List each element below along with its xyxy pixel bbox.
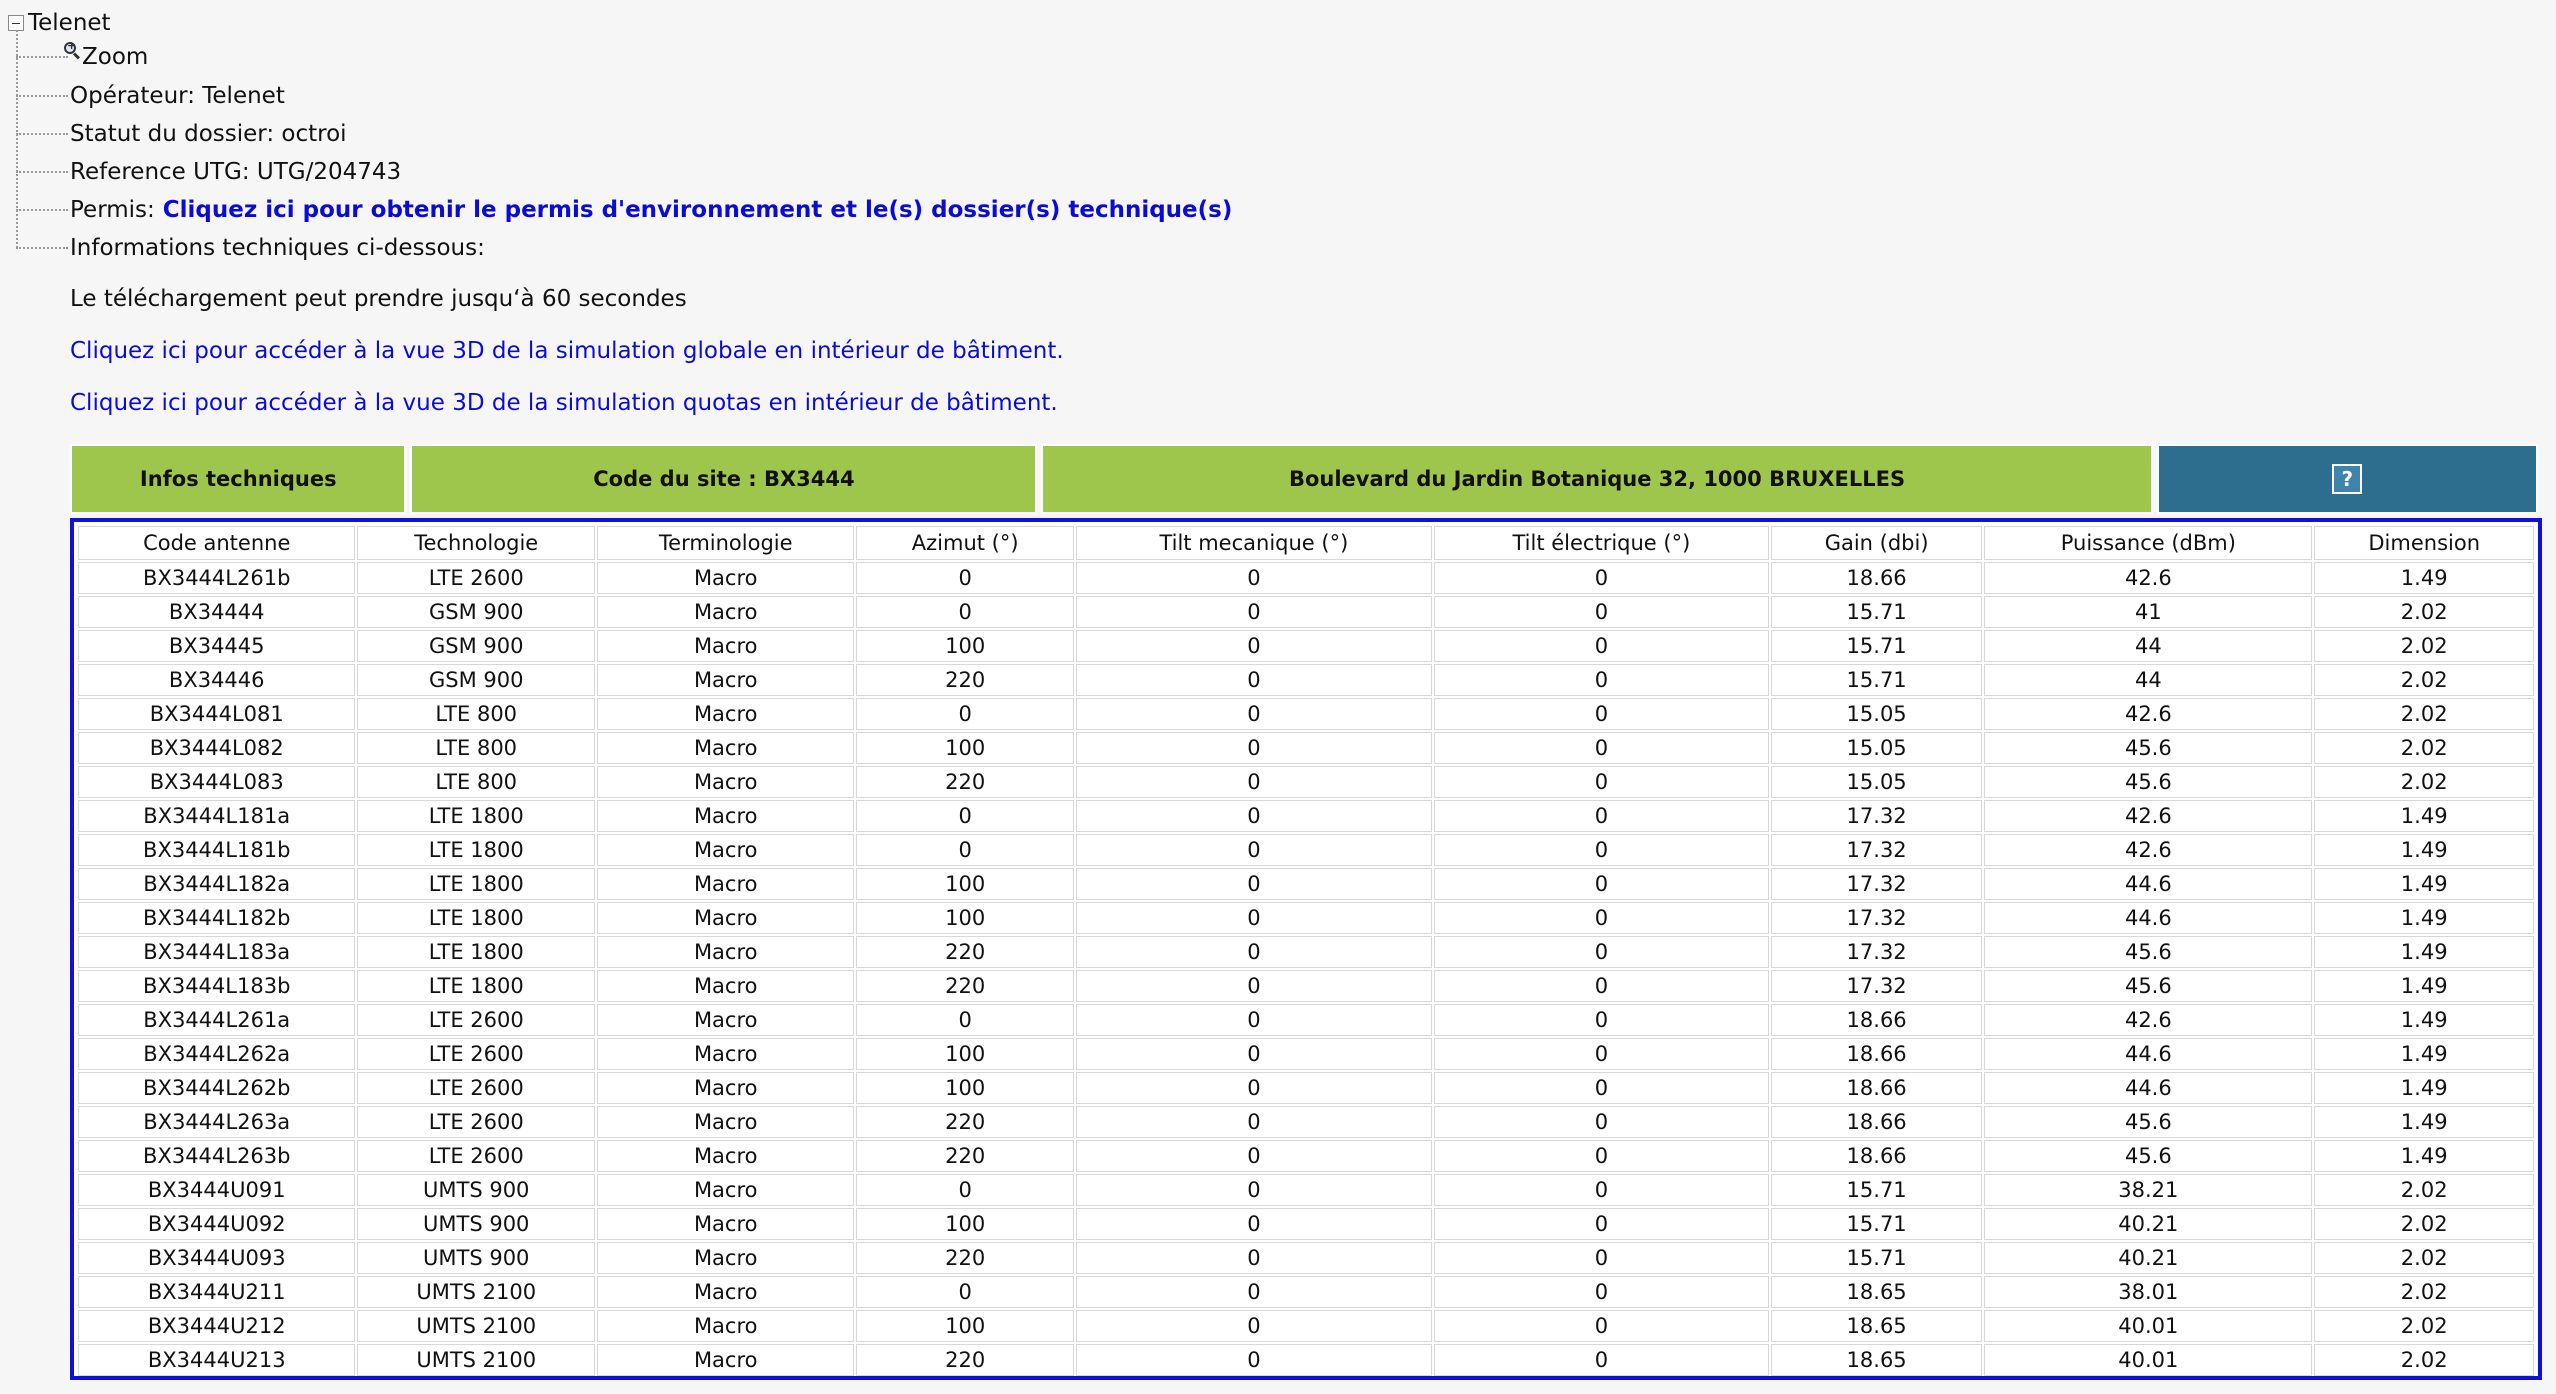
- table-row: [78, 1208, 2534, 1240]
- table-cell: LTE 2600: [357, 1140, 595, 1172]
- table-cell: 17.32: [1771, 970, 1982, 1002]
- table-cell: 44.6: [1984, 868, 2312, 900]
- tree-item-reference: [16, 155, 401, 189]
- table-cell: 0: [1076, 970, 1432, 1002]
- tree-item-permis: [16, 193, 1232, 227]
- table-cell: BX3444U213: [78, 1344, 355, 1376]
- table-cell: GSM 900: [357, 630, 595, 662]
- table-cell: 44: [1984, 630, 2312, 662]
- table-cell: 0: [1434, 970, 1769, 1002]
- table-cell: BX3444L083: [78, 766, 355, 798]
- header-address: Boulevard du Jardin Botanique 32, 1000 BRUXELLES: [1041, 444, 2152, 514]
- table-cell: LTE 1800: [357, 902, 595, 934]
- table-cell: Macro: [597, 1174, 854, 1206]
- table-cell: LTE 1800: [357, 868, 595, 900]
- table-cell: 2.02: [2314, 1276, 2534, 1308]
- table-cell: LTE 2600: [357, 562, 595, 594]
- zoom-icon[interactable]: +: [64, 42, 82, 60]
- column-header: Tilt mecanique (°): [1076, 526, 1432, 560]
- table-cell: Macro: [597, 834, 854, 866]
- table-cell: 220: [856, 766, 1073, 798]
- tree-item-infos: [16, 231, 485, 265]
- table-cell: 0: [1076, 834, 1432, 866]
- table-cell: 0: [1434, 630, 1769, 662]
- table-cell: LTE 1800: [357, 800, 595, 832]
- table-cell: 100: [856, 1072, 1073, 1104]
- antenna-table: [76, 524, 2536, 1378]
- table-cell: LTE 2600: [357, 1038, 595, 1070]
- table-cell: 0: [1076, 1038, 1432, 1070]
- table-cell: 18.66: [1771, 562, 1982, 594]
- table-cell: GSM 900: [357, 596, 595, 628]
- table-cell: 18.66: [1771, 1038, 1982, 1070]
- table-cell: 0: [856, 834, 1073, 866]
- table-cell: 220: [856, 1242, 1073, 1274]
- tree-item-statut: [16, 117, 347, 151]
- table-cell: BX3444U092: [78, 1208, 355, 1240]
- table-cell: 0: [1434, 800, 1769, 832]
- table-cell: 18.65: [1771, 1344, 1982, 1376]
- table-cell: 2.02: [2314, 1310, 2534, 1342]
- table-cell: UMTS 2100: [357, 1276, 595, 1308]
- column-header: Code antenne: [78, 526, 355, 560]
- table-cell: 45.6: [1984, 1106, 2312, 1138]
- table-cell: 100: [856, 902, 1073, 934]
- table-cell: Macro: [597, 1038, 854, 1070]
- column-header: Azimut (°): [856, 526, 1073, 560]
- table-cell: 0: [856, 698, 1073, 730]
- table-row: [78, 902, 2534, 934]
- table-cell: 0: [1076, 1174, 1432, 1206]
- table-cell: UMTS 2100: [357, 1344, 595, 1376]
- table-cell: 17.32: [1771, 834, 1982, 866]
- table-cell: 0: [1076, 800, 1432, 832]
- table-cell: 220: [856, 970, 1073, 1002]
- collapse-icon[interactable]: [8, 15, 24, 31]
- table-cell: 18.66: [1771, 1004, 1982, 1036]
- table-cell: BX34444: [78, 596, 355, 628]
- table-cell: 100: [856, 1208, 1073, 1240]
- tree-item-operateur: [16, 79, 285, 113]
- reference-text: Reference UTG: UTG/204743: [70, 159, 402, 185]
- table-row: [78, 698, 2534, 730]
- table-cell: Macro: [597, 1310, 854, 1342]
- table-cell: 100: [856, 1310, 1073, 1342]
- table-cell: BX3444L263a: [78, 1106, 355, 1138]
- table-cell: 0: [1434, 1140, 1769, 1172]
- table-cell: Macro: [597, 1004, 854, 1036]
- table-row: [78, 1140, 2534, 1172]
- table-cell: 0: [856, 596, 1073, 628]
- table-cell: 15.05: [1771, 766, 1982, 798]
- header-code-site: Code du site : BX3444: [410, 444, 1037, 514]
- table-cell: 0: [1076, 732, 1432, 764]
- table-cell: 220: [856, 1344, 1073, 1376]
- table-cell: 15.71: [1771, 1174, 1982, 1206]
- table-cell: 38.21: [1984, 1174, 2312, 1206]
- table-cell: 0: [1434, 936, 1769, 968]
- table-cell: BX3444L082: [78, 732, 355, 764]
- table-cell: BX3444L182a: [78, 868, 355, 900]
- table-cell: Macro: [597, 1242, 854, 1274]
- table-cell: 0: [1076, 1310, 1432, 1342]
- table-cell: 2.02: [2314, 1344, 2534, 1376]
- table-cell: Macro: [597, 562, 854, 594]
- table-cell: LTE 800: [357, 732, 595, 764]
- table-cell: 15.05: [1771, 698, 1982, 730]
- table-cell: LTE 2600: [357, 1072, 595, 1104]
- table-row: [78, 1004, 2534, 1036]
- table-cell: Macro: [597, 800, 854, 832]
- table-cell: 40.21: [1984, 1242, 2312, 1274]
- table-cell: 40.01: [1984, 1344, 2312, 1376]
- table-cell: 40.01: [1984, 1310, 2312, 1342]
- table-row: [78, 800, 2534, 832]
- table-cell: BX3444L181a: [78, 800, 355, 832]
- table-cell: 0: [1434, 1242, 1769, 1274]
- table-cell: Macro: [597, 596, 854, 628]
- table-cell: Macro: [597, 970, 854, 1002]
- tree-item-zoom[interactable]: [16, 40, 148, 74]
- table-cell: 1.49: [2314, 1038, 2534, 1070]
- table-cell: 1.49: [2314, 1004, 2534, 1036]
- table-cell: 1.49: [2314, 970, 2534, 1002]
- table-cell: 42.6: [1984, 562, 2312, 594]
- table-cell: UMTS 900: [357, 1174, 595, 1206]
- table-row: [78, 1072, 2534, 1104]
- table-row: [78, 834, 2534, 866]
- table-cell: LTE 800: [357, 698, 595, 730]
- table-row: [78, 732, 2534, 764]
- table-cell: BX34445: [78, 630, 355, 662]
- table-row: [78, 630, 2534, 662]
- column-header: Terminologie: [597, 526, 854, 560]
- infos-text: Informations techniques ci-dessous:: [70, 235, 485, 261]
- table-cell: Macro: [597, 664, 854, 696]
- table-cell: 2.02: [2314, 766, 2534, 798]
- table-cell: 45.6: [1984, 970, 2312, 1002]
- table-cell: 2.02: [2314, 664, 2534, 696]
- table-cell: UMTS 900: [357, 1242, 595, 1274]
- table-cell: 220: [856, 1140, 1073, 1172]
- column-header: Tilt électrique (°): [1434, 526, 1769, 560]
- table-cell: 100: [856, 732, 1073, 764]
- table-cell: LTE 1800: [357, 834, 595, 866]
- table-cell: 0: [1434, 732, 1769, 764]
- header-help-cell: [2157, 444, 2538, 514]
- link-3d-global[interactable]: Cliquez ici pour accéder à la vue 3D de la simulation globale en intérieur de bâtiment.: [70, 338, 1064, 364]
- table-cell: 15.71: [1771, 1242, 1982, 1274]
- column-header: Puissance (dBm): [1984, 526, 2312, 560]
- antenna-table-container: [70, 518, 2542, 1380]
- table-row: [78, 1242, 2534, 1274]
- table-cell: 45.6: [1984, 766, 2312, 798]
- table-cell: 0: [1434, 1038, 1769, 1070]
- table-cell: 1.49: [2314, 834, 2534, 866]
- table-cell: Macro: [597, 1344, 854, 1376]
- table-cell: Macro: [597, 902, 854, 934]
- table-row: [78, 936, 2534, 968]
- table-cell: 0: [1434, 596, 1769, 628]
- table-cell: 0: [1434, 1276, 1769, 1308]
- table-cell: 0: [1434, 766, 1769, 798]
- table-cell: 0: [1434, 1208, 1769, 1240]
- table-row: [78, 1310, 2534, 1342]
- table-cell: 0: [856, 800, 1073, 832]
- table-cell: 1.49: [2314, 1140, 2534, 1172]
- table-cell: UMTS 2100: [357, 1310, 595, 1342]
- table-cell: 0: [856, 1276, 1073, 1308]
- table-cell: 0: [1076, 596, 1432, 628]
- table-cell: 0: [1076, 1106, 1432, 1138]
- table-cell: 1.49: [2314, 1072, 2534, 1104]
- table-cell: 17.32: [1771, 800, 1982, 832]
- table-cell: BX3444L081: [78, 698, 355, 730]
- table-row: [78, 1344, 2534, 1376]
- zoom-label[interactable]: Zoom: [82, 44, 149, 70]
- table-cell: 15.71: [1771, 630, 1982, 662]
- table-cell: 0: [1434, 1004, 1769, 1036]
- table-cell: BX3444L181b: [78, 834, 355, 866]
- table-cell: LTE 800: [357, 766, 595, 798]
- site-header: [70, 444, 2538, 514]
- table-cell: BX3444L262a: [78, 1038, 355, 1070]
- table-cell: 100: [856, 630, 1073, 662]
- permis-label: Permis:: [70, 197, 155, 223]
- table-cell: BX3444U093: [78, 1242, 355, 1274]
- table-body: [78, 562, 2534, 1376]
- table-cell: 0: [1076, 902, 1432, 934]
- table-cell: 0: [1076, 936, 1432, 968]
- table-cell: LTE 1800: [357, 936, 595, 968]
- operateur-text: Opérateur: Telenet: [70, 83, 285, 109]
- table-row: [78, 1106, 2534, 1138]
- table-header-row: [78, 526, 2534, 560]
- table-cell: 220: [856, 664, 1073, 696]
- table-cell: 42.6: [1984, 834, 2312, 866]
- table-cell: 2.02: [2314, 1208, 2534, 1240]
- table-cell: 0: [1434, 1344, 1769, 1376]
- table-cell: 0: [1076, 562, 1432, 594]
- table-cell: 45.6: [1984, 1140, 2312, 1172]
- table-cell: 0: [856, 562, 1073, 594]
- table-cell: 44.6: [1984, 1038, 2312, 1070]
- table-cell: BX3444L261a: [78, 1004, 355, 1036]
- header-infos-techniques: Infos techniques: [70, 444, 406, 514]
- table-cell: 1.49: [2314, 1106, 2534, 1138]
- table-cell: 0: [1434, 834, 1769, 866]
- table-cell: 0: [1076, 664, 1432, 696]
- table-cell: 0: [1434, 1310, 1769, 1342]
- table-cell: 17.32: [1771, 868, 1982, 900]
- tree-root: [8, 8, 111, 38]
- table-cell: LTE 2600: [357, 1106, 595, 1138]
- table-cell: 0: [1076, 1072, 1432, 1104]
- table-cell: 0: [856, 1004, 1073, 1036]
- table-cell: 15.71: [1771, 1208, 1982, 1240]
- table-cell: 0: [1076, 1140, 1432, 1172]
- table-cell: 0: [1076, 1242, 1432, 1274]
- table-cell: BX3444U211: [78, 1276, 355, 1308]
- table-cell: BX3444U212: [78, 1310, 355, 1342]
- table-cell: Macro: [597, 732, 854, 764]
- table-cell: 2.02: [2314, 1242, 2534, 1274]
- table-cell: 44.6: [1984, 902, 2312, 934]
- table-row: [78, 868, 2534, 900]
- table-cell: 0: [856, 1174, 1073, 1206]
- table-cell: 2.02: [2314, 1174, 2534, 1206]
- table-cell: Macro: [597, 936, 854, 968]
- table-cell: BX3444L182b: [78, 902, 355, 934]
- column-header: Gain (dbi): [1771, 526, 1982, 560]
- table-cell: 0: [1076, 698, 1432, 730]
- table-cell: BX3444L263b: [78, 1140, 355, 1172]
- table-cell: 0: [1434, 698, 1769, 730]
- table-cell: 2.02: [2314, 732, 2534, 764]
- table-cell: 40.21: [1984, 1208, 2312, 1240]
- table-cell: BX3444U091: [78, 1174, 355, 1206]
- table-cell: BX34446: [78, 664, 355, 696]
- table-cell: 1.49: [2314, 800, 2534, 832]
- statut-text: Statut du dossier: octroi: [70, 121, 347, 147]
- table-cell: 18.65: [1771, 1276, 1982, 1308]
- table-cell: 1.49: [2314, 936, 2534, 968]
- table-cell: 1.49: [2314, 868, 2534, 900]
- table-cell: LTE 1800: [357, 970, 595, 1002]
- link-3d-quotas[interactable]: Cliquez ici pour accéder à la vue 3D de la simulation quotas en intérieur de bâtiment.: [70, 390, 1058, 416]
- table-row: [78, 766, 2534, 798]
- table-cell: 220: [856, 1106, 1073, 1138]
- table-cell: BX3444L262b: [78, 1072, 355, 1104]
- table-cell: 17.32: [1771, 936, 1982, 968]
- table-cell: Macro: [597, 1106, 854, 1138]
- table-cell: 0: [1434, 664, 1769, 696]
- table-cell: 100: [856, 1038, 1073, 1070]
- tree-root-label: Telenet: [28, 10, 111, 36]
- table-cell: 42.6: [1984, 1004, 2312, 1036]
- table-cell: 0: [1434, 902, 1769, 934]
- permis-link[interactable]: Cliquez ici pour obtenir le permis d'environnement et le(s) dossier(s) technique(s): [162, 197, 1233, 223]
- table-cell: BX3444L261b: [78, 562, 355, 594]
- table-cell: LTE 2600: [357, 1004, 595, 1036]
- table-cell: 0: [1076, 630, 1432, 662]
- table-cell: 18.66: [1771, 1140, 1982, 1172]
- table-cell: 18.66: [1771, 1072, 1982, 1104]
- table-cell: 0: [1076, 1208, 1432, 1240]
- table-row: [78, 1038, 2534, 1070]
- table-cell: 0: [1434, 1174, 1769, 1206]
- table-cell: 1.49: [2314, 902, 2534, 934]
- table-cell: 100: [856, 868, 1073, 900]
- table-cell: 18.65: [1771, 1310, 1982, 1342]
- table-cell: 38.01: [1984, 1276, 2312, 1308]
- table-row: [78, 596, 2534, 628]
- table-row: [78, 562, 2534, 594]
- table-cell: 15.71: [1771, 596, 1982, 628]
- table-cell: 42.6: [1984, 698, 2312, 730]
- table-cell: Macro: [597, 1140, 854, 1172]
- table-cell: 45.6: [1984, 732, 2312, 764]
- table-cell: 17.32: [1771, 902, 1982, 934]
- table-cell: 15.71: [1771, 664, 1982, 696]
- table-cell: 42.6: [1984, 800, 2312, 832]
- table-cell: 45.6: [1984, 936, 2312, 968]
- column-header: Technologie: [357, 526, 595, 560]
- table-cell: UMTS 900: [357, 1208, 595, 1240]
- table-cell: 0: [1434, 1106, 1769, 1138]
- help-icon[interactable]: ?: [2332, 464, 2362, 494]
- table-cell: Macro: [597, 1208, 854, 1240]
- table-cell: 220: [856, 936, 1073, 968]
- table-cell: Macro: [597, 630, 854, 662]
- column-header: Dimension: [2314, 526, 2534, 560]
- table-cell: BX3444L183b: [78, 970, 355, 1002]
- table-cell: Macro: [597, 1276, 854, 1308]
- table-row: [78, 970, 2534, 1002]
- download-note: Le téléchargement peut prendre jusqu‘à 60 secondes: [70, 286, 687, 312]
- table-row: [78, 1276, 2534, 1308]
- table-cell: 0: [1434, 562, 1769, 594]
- table-cell: Macro: [597, 698, 854, 730]
- table-cell: 44.6: [1984, 1072, 2312, 1104]
- table-cell: 1.49: [2314, 562, 2534, 594]
- table-cell: 0: [1076, 766, 1432, 798]
- table-cell: 2.02: [2314, 596, 2534, 628]
- table-cell: 18.66: [1771, 1106, 1982, 1138]
- table-cell: BX3444L183a: [78, 936, 355, 968]
- table-cell: 44: [1984, 664, 2312, 696]
- table-cell: 0: [1434, 868, 1769, 900]
- table-cell: 2.02: [2314, 630, 2534, 662]
- table-row: [78, 664, 2534, 696]
- table-cell: Macro: [597, 1072, 854, 1104]
- table-row: [78, 1174, 2534, 1206]
- table-cell: 15.05: [1771, 732, 1982, 764]
- table-cell: 0: [1076, 1276, 1432, 1308]
- table-cell: Macro: [597, 766, 854, 798]
- table-cell: GSM 900: [357, 664, 595, 696]
- table-cell: 0: [1076, 1004, 1432, 1036]
- table-cell: 0: [1434, 1072, 1769, 1104]
- table-cell: 0: [1076, 868, 1432, 900]
- table-cell: 2.02: [2314, 698, 2534, 730]
- table-cell: Macro: [597, 868, 854, 900]
- table-cell: 0: [1076, 1344, 1432, 1376]
- table-cell: 41: [1984, 596, 2312, 628]
